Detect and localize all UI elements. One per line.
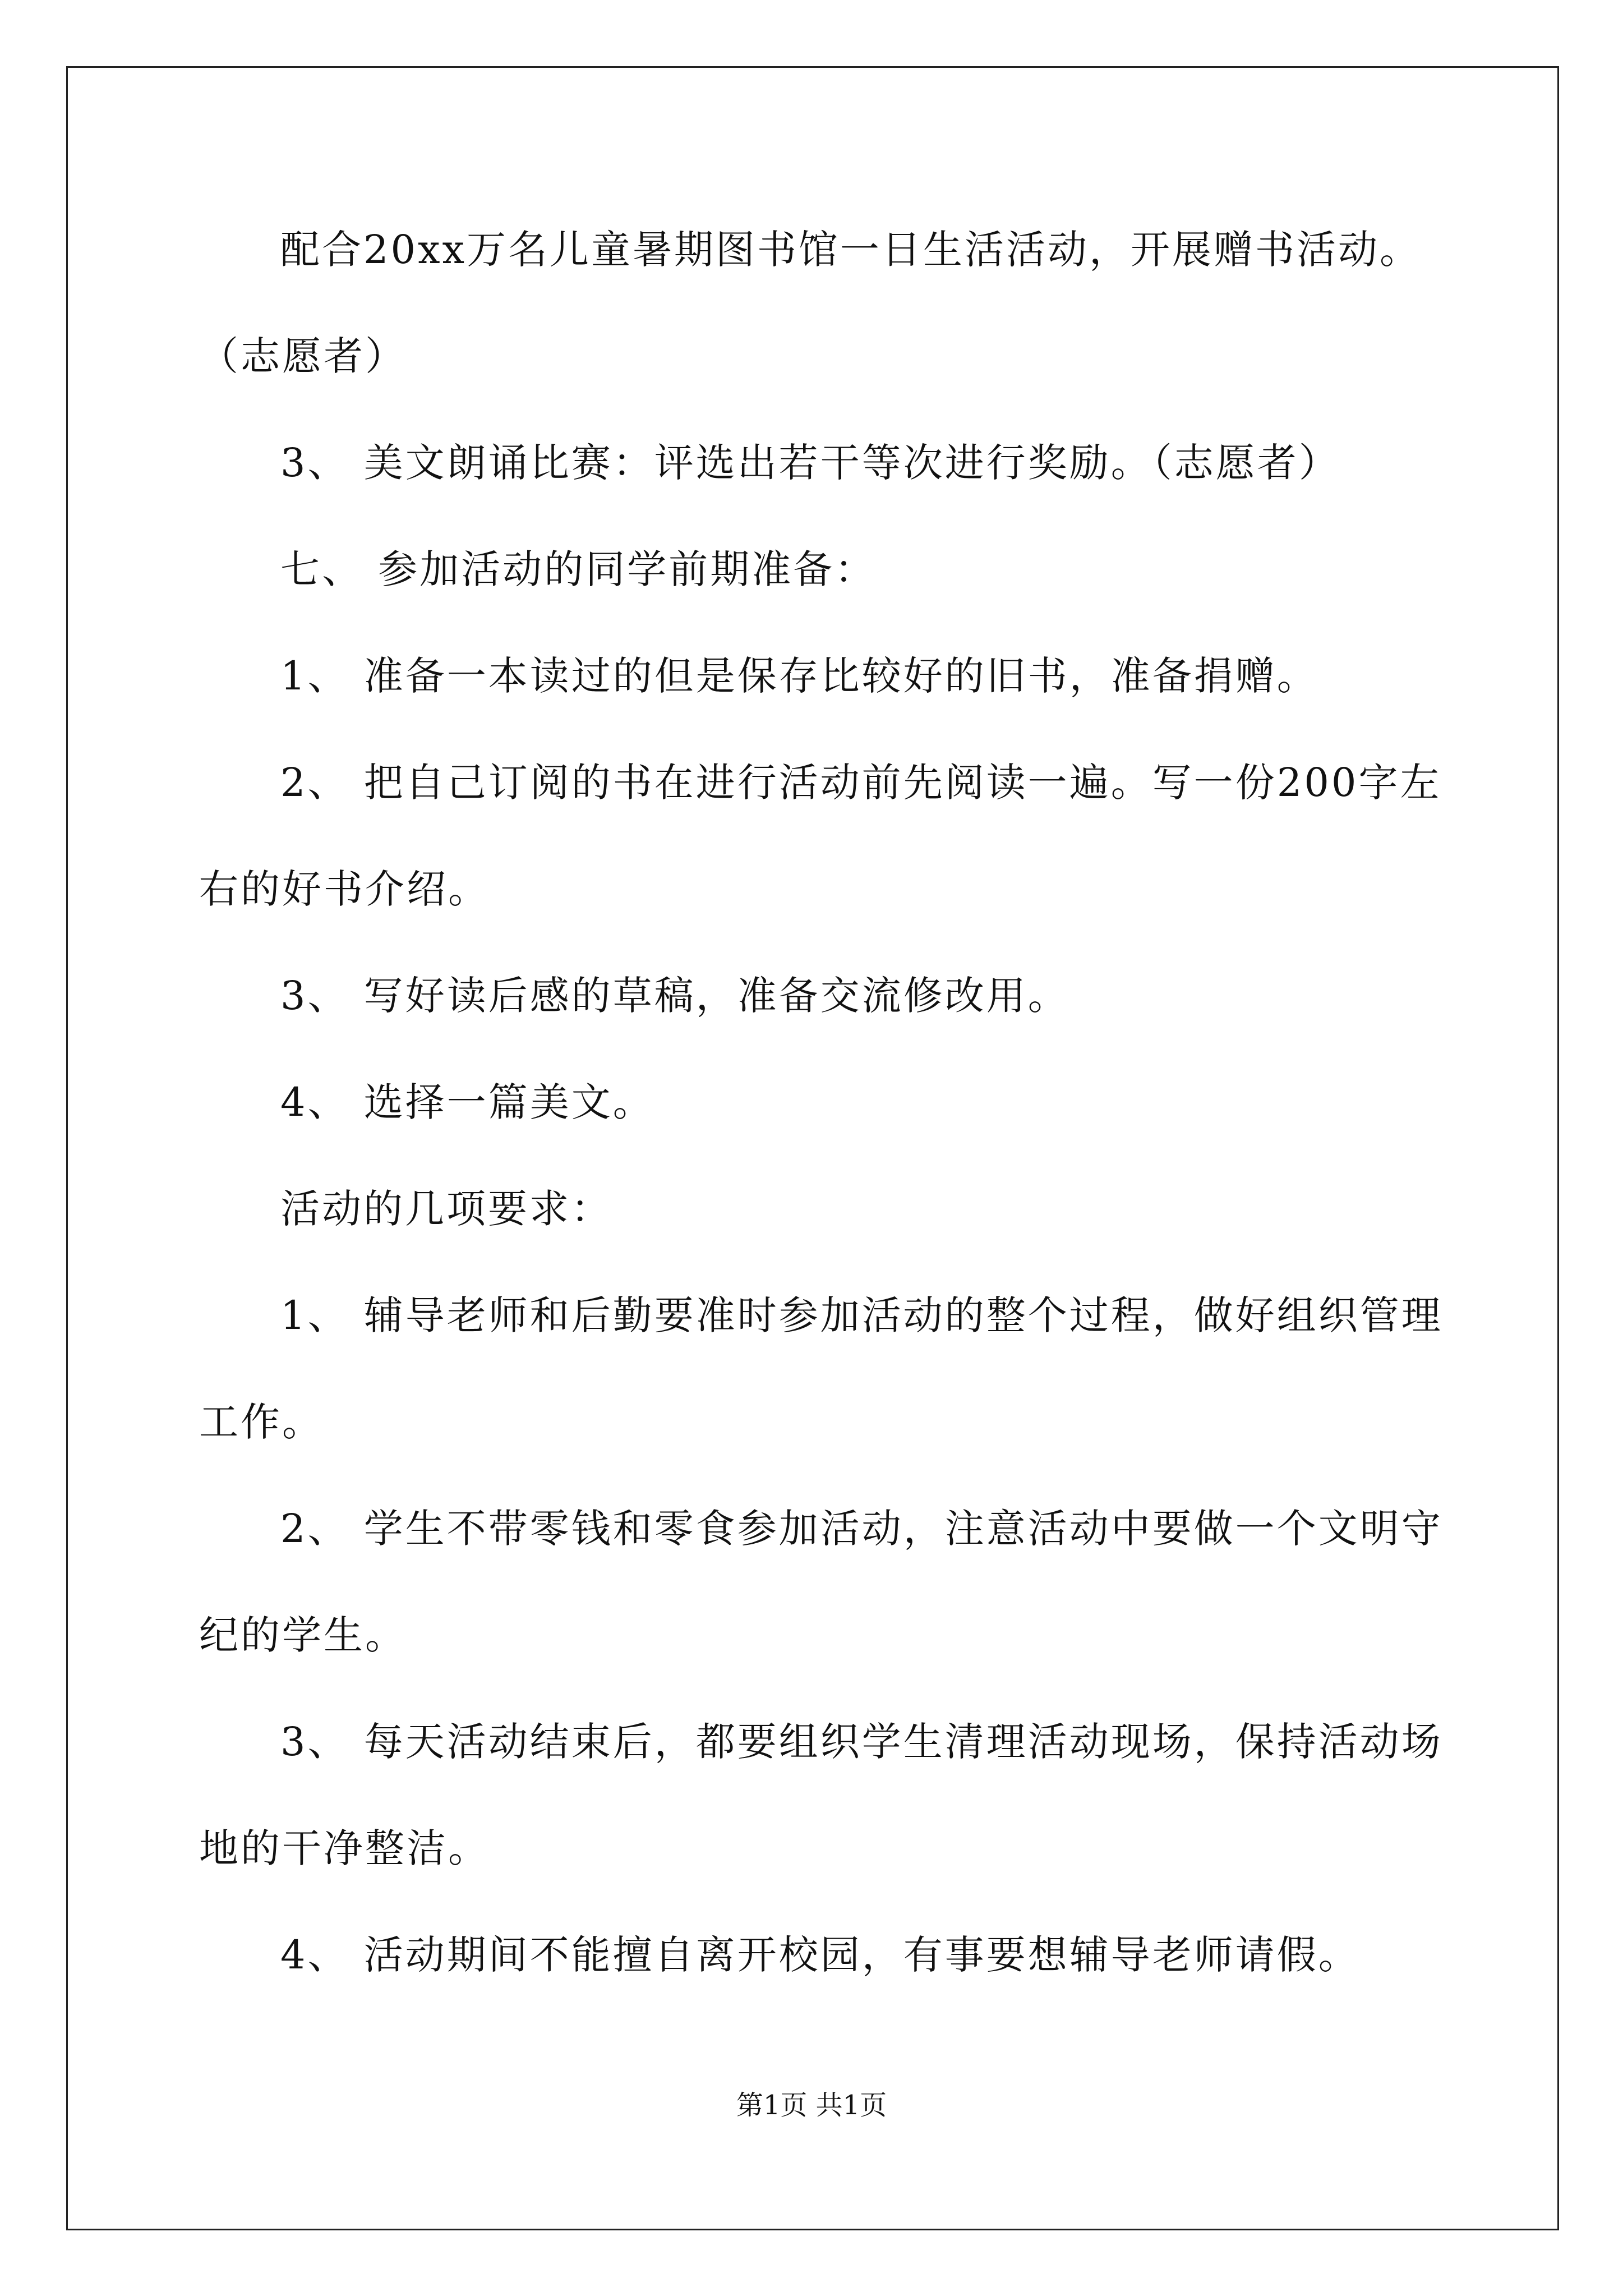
text-line-2: （志愿者） (199, 333, 407, 379)
text-line-9: 4、 选择一篇美文。 (280, 1079, 654, 1125)
text-line-10: 活动的几项要求： (280, 1186, 612, 1232)
text-line-11: 1、 辅导老师和后勤要准时参加活动的整个过程，做好组织管理 (280, 1292, 1443, 1338)
text-line-16: 地的干净整洁。 (199, 1825, 490, 1871)
text-line-6: 2、 把自己订阅的书在进行活动前先阅读一遍。写一份200字左 (280, 760, 1442, 806)
text-line-13: 2、 学生不带零钱和零食参加活动，注意活动中要做一个文明守 (280, 1506, 1443, 1552)
text-line-1: 配合20xx万名儿童暑期图书馆一日生活活动，开展赠书活动。 (280, 227, 1422, 273)
page-frame (66, 66, 1559, 2230)
text-line-5: 1、 准备一本读过的但是保存比较好的旧书，准备捐赠。 (280, 653, 1318, 699)
text-line-12: 工作。 (199, 1399, 324, 1445)
text-line-3: 3、 美文朗诵比赛：评选出若干等次进行奖励。（志愿者） (280, 440, 1340, 486)
text-line-17: 4、 活动期间不能擅自离开校园，有事要想辅导老师请假。 (280, 1932, 1360, 1978)
text-line-8: 3、 写好读后感的草稿，准备交流修改用。 (280, 973, 1069, 1019)
text-line-4: 七、 参加活动的同学前期准备： (280, 546, 877, 592)
text-line-7: 右的好书介绍。 (199, 866, 490, 912)
text-line-15: 3、 每天活动结束后，都要组织学生清理活动现场，保持活动场 (280, 1719, 1443, 1765)
text-line-14: 纪的学生。 (199, 1612, 407, 1658)
page-footer: 第1页 共1页 (736, 2090, 887, 2121)
